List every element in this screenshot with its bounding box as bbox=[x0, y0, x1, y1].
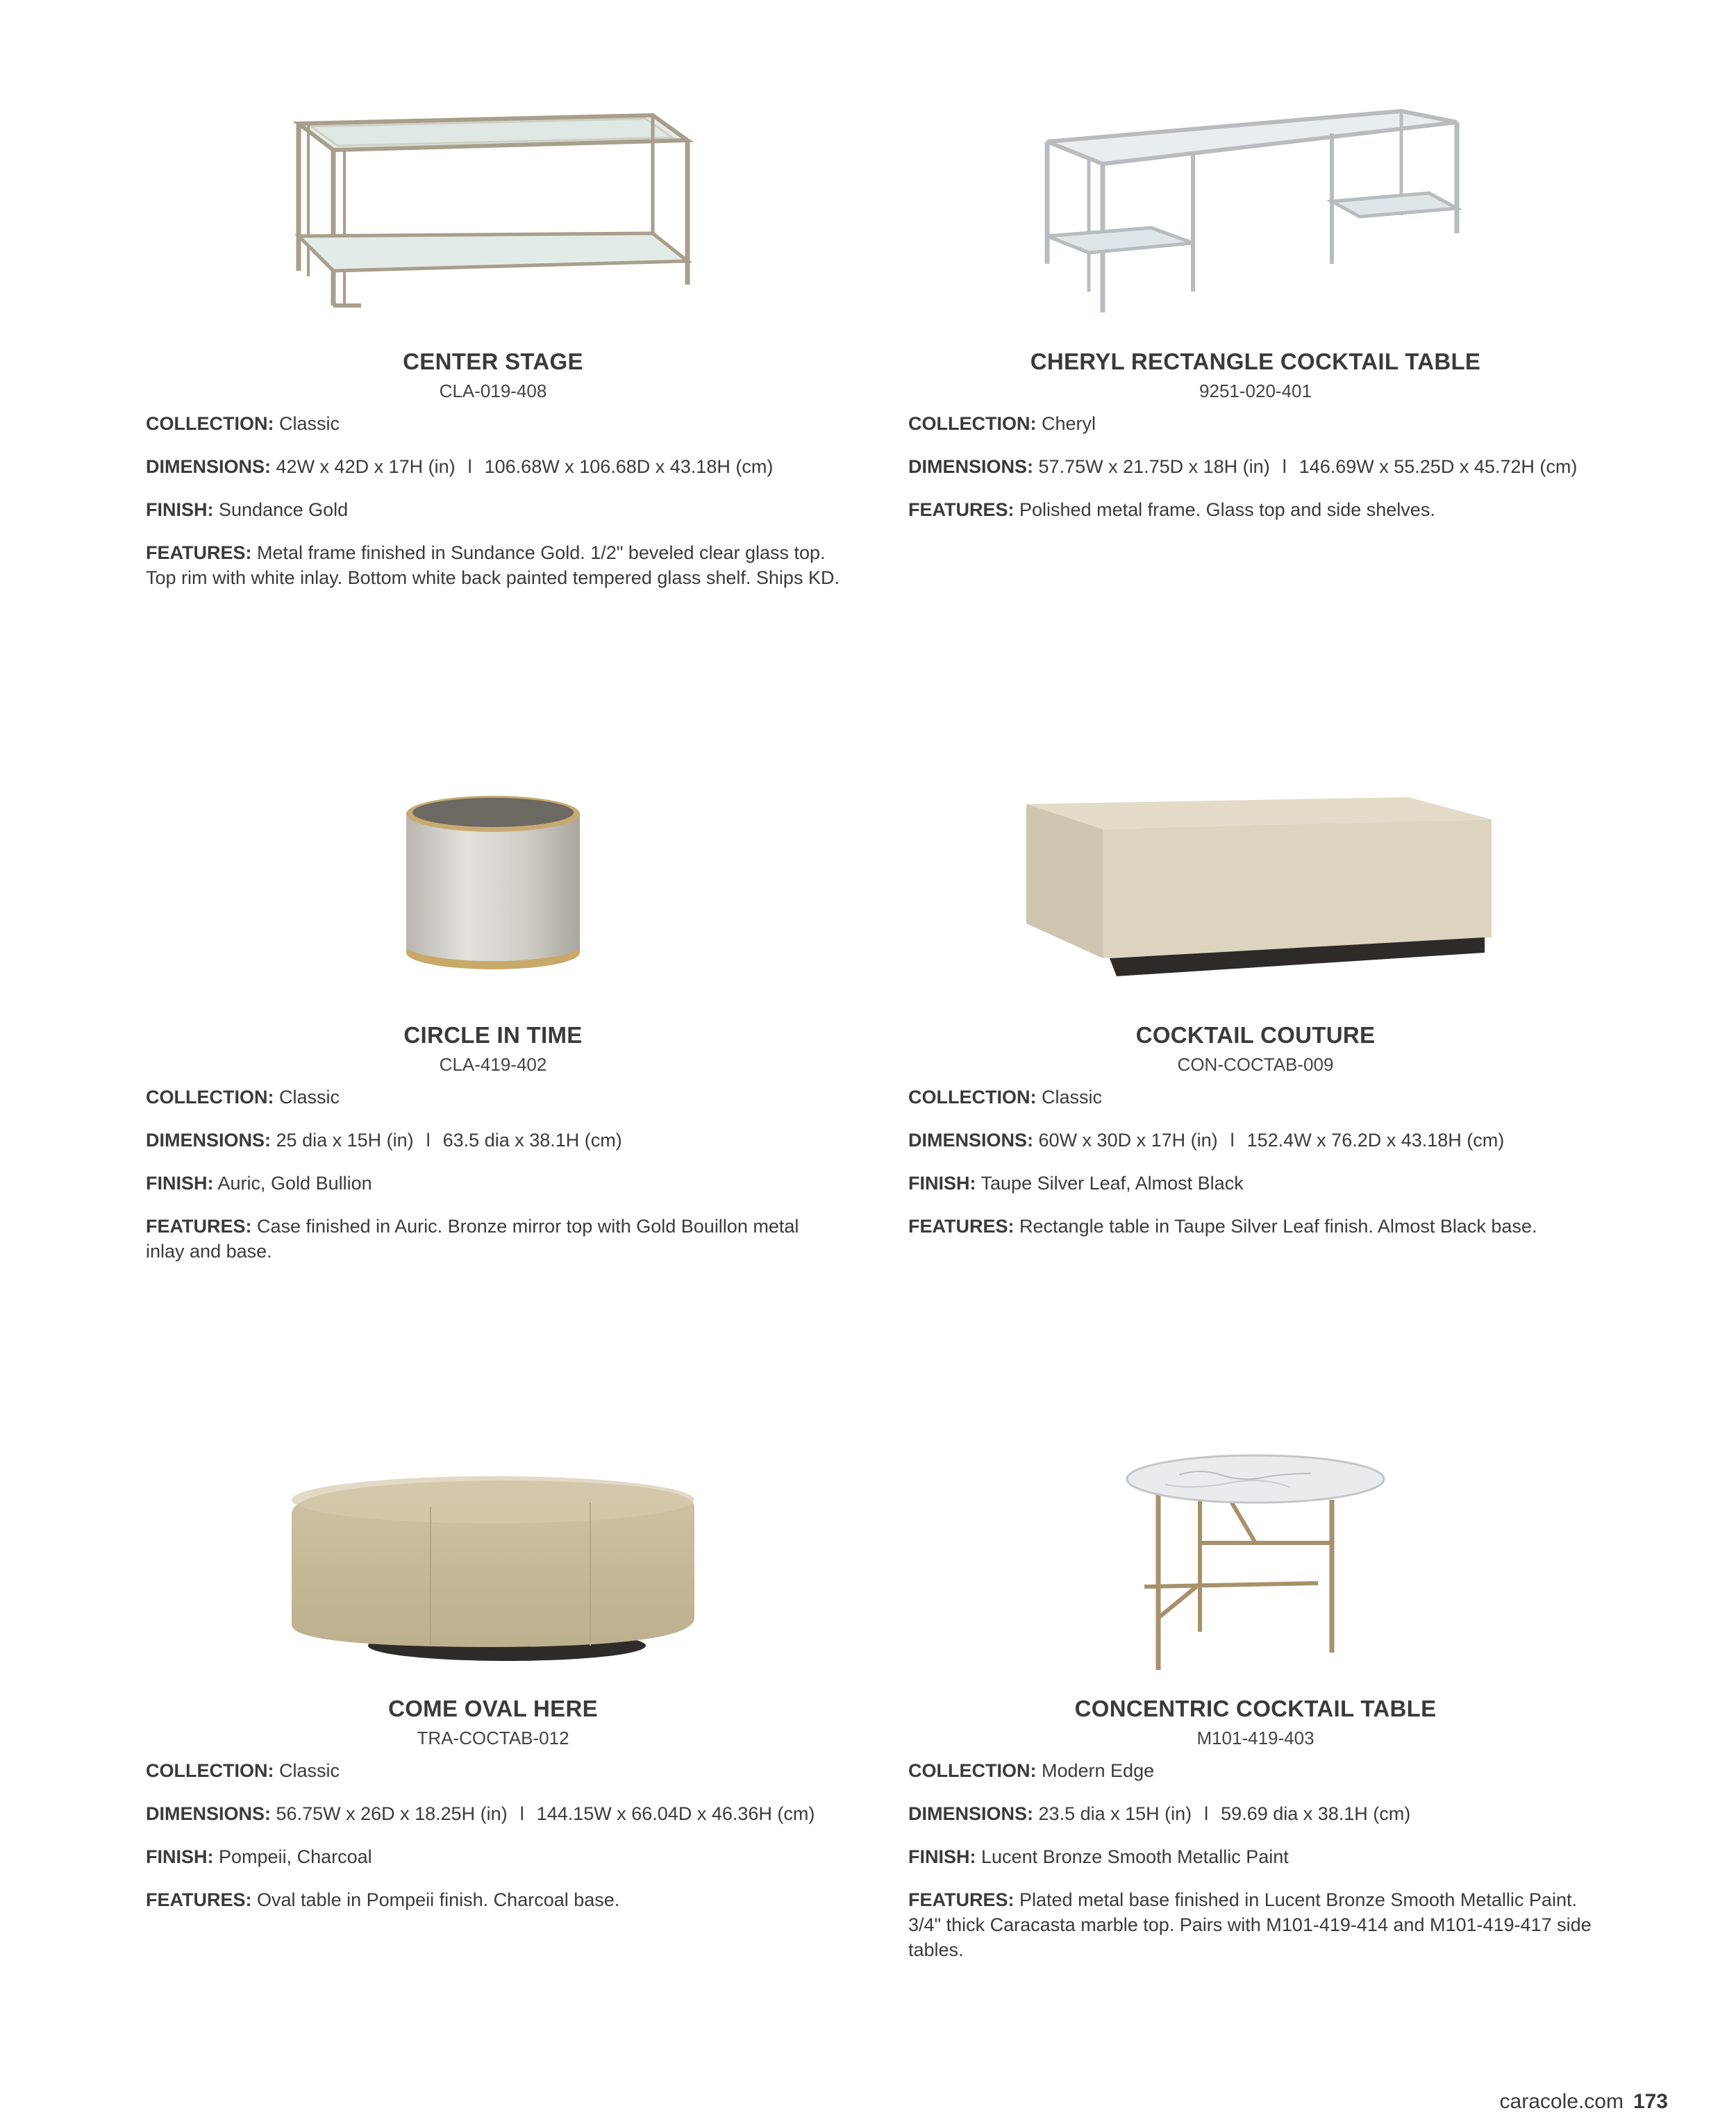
spec-value: Taupe Silver Leaf, Almost Black bbox=[980, 1173, 1244, 1194]
dimension-separator: l bbox=[1282, 456, 1287, 477]
dimensions-in: 57.75W x 21.75D x 18H (in) bbox=[1038, 456, 1270, 477]
dimensions-in: 60W x 30D x 17H (in) bbox=[1038, 1130, 1218, 1151]
product-code: CLA-419-402 bbox=[439, 1054, 547, 1075]
spec-label: FINISH: bbox=[908, 1173, 976, 1194]
spec-collection bbox=[908, 1085, 1603, 1110]
dimensions-cm: 152.4W x 76.2D x 43.18H (cm) bbox=[1246, 1130, 1505, 1151]
spec-collection bbox=[146, 411, 840, 436]
spec-label: DIMENSIONS: bbox=[908, 1803, 1034, 1824]
dimensions-in: 56.75W x 26D x 18.25H (in) bbox=[276, 1803, 508, 1824]
spec-label: FEATURES: bbox=[146, 1216, 252, 1237]
spec-collection bbox=[146, 1758, 840, 1783]
dimension-separator: l bbox=[426, 1130, 431, 1151]
spec-value: Pompeii, Charcoal bbox=[219, 1846, 372, 1867]
spec-label: COLLECTION: bbox=[146, 1760, 274, 1781]
product-specs bbox=[908, 411, 1603, 540]
product-image-center-stage bbox=[146, 97, 840, 326]
product-title: CONCENTRIC COCKTAIL TABLE bbox=[1074, 1696, 1437, 1721]
dimensions-cm: 106.68W x 106.68D x 43.18H (cm) bbox=[484, 456, 774, 477]
spec-label: COLLECTION: bbox=[908, 1760, 1037, 1781]
spec-finish bbox=[146, 497, 840, 522]
product-title: CENTER STAGE bbox=[403, 349, 583, 374]
spec-collection bbox=[146, 1085, 840, 1110]
dimensions-cm: 59.69 dia x 38.1H (cm) bbox=[1221, 1803, 1411, 1824]
product-code: CLA-019-408 bbox=[439, 381, 547, 401]
spec-value: Auric, Gold Bullion bbox=[217, 1173, 372, 1194]
spec-label: DIMENSIONS: bbox=[146, 1130, 272, 1151]
product-code: CON-COCTAB-009 bbox=[1177, 1054, 1334, 1075]
product-title: COCKTAIL COUTURE bbox=[1135, 1022, 1376, 1048]
spec-features bbox=[908, 1887, 1603, 1962]
spec-label: FINISH: bbox=[146, 1846, 214, 1867]
spec-features bbox=[908, 497, 1603, 522]
product-code: M101-419-403 bbox=[1196, 1728, 1314, 1748]
spec-label: FINISH: bbox=[146, 499, 214, 520]
spec-features bbox=[146, 1214, 840, 1264]
product-specs bbox=[908, 1758, 1603, 1980]
spec-label: FEATURES: bbox=[908, 1216, 1015, 1237]
spec-label: COLLECTION: bbox=[146, 1087, 274, 1108]
product-title: COME OVAL HERE bbox=[388, 1696, 598, 1721]
dimension-separator: l bbox=[1204, 1803, 1209, 1824]
spec-label: COLLECTION: bbox=[146, 413, 274, 434]
product-image-cocktail-couture bbox=[908, 771, 1603, 1000]
product-image-come-oval-here bbox=[146, 1444, 840, 1673]
spec-value: Plated metal base finished in Lucent Bronze Smooth Metallic Paint. 3/4" thick Caracasta marble top. Pairs with M101-419-414 and M101-419-417 side tables. bbox=[908, 1889, 1592, 1960]
spec-label: COLLECTION: bbox=[908, 413, 1037, 434]
spec-label: FEATURES: bbox=[908, 499, 1015, 520]
spec-label: DIMENSIONS: bbox=[908, 456, 1034, 477]
page-footer bbox=[1500, 2090, 1668, 2114]
spec-features bbox=[146, 1887, 840, 1912]
spec-features bbox=[146, 540, 840, 590]
spec-label: FINISH: bbox=[146, 1173, 214, 1194]
spec-label: FINISH: bbox=[908, 1846, 976, 1867]
spec-label: DIMENSIONS: bbox=[908, 1130, 1034, 1151]
spec-label: DIMENSIONS: bbox=[146, 456, 272, 477]
spec-value: Classic bbox=[279, 413, 340, 434]
spec-collection bbox=[908, 1758, 1603, 1783]
spec-value: Metal frame finished in Sundance Gold. 1/2" beveled clear glass top. Top rim with white inlay. Bottom white back painted tempered glass shelf. Ships KD. bbox=[146, 542, 840, 588]
product-specs bbox=[908, 1085, 1603, 1257]
page-number: 173 bbox=[1633, 2090, 1668, 2113]
spec-value: Classic bbox=[1042, 1087, 1103, 1108]
dimensions-in: 23.5 dia x 15H (in) bbox=[1038, 1803, 1192, 1824]
spec-features bbox=[908, 1214, 1603, 1239]
product-specs bbox=[146, 411, 840, 608]
product-image-circle-in-time bbox=[146, 771, 840, 1000]
spec-dimensions bbox=[908, 1801, 1603, 1826]
dimensions-cm: 63.5 dia x 38.1H (cm) bbox=[442, 1130, 622, 1151]
spec-label: FEATURES: bbox=[146, 542, 252, 563]
spec-finish bbox=[908, 1171, 1603, 1196]
product-image-cheryl bbox=[908, 97, 1603, 326]
product-image-concentric bbox=[908, 1444, 1603, 1673]
product-title: CIRCLE IN TIME bbox=[403, 1022, 583, 1048]
product-specs bbox=[146, 1085, 840, 1282]
spec-value: Classic bbox=[279, 1760, 340, 1781]
spec-label: FEATURES: bbox=[146, 1889, 252, 1910]
spec-dimensions bbox=[146, 1801, 840, 1826]
spec-finish bbox=[146, 1171, 840, 1196]
spec-dimensions bbox=[146, 454, 840, 479]
product-code: 9251-020-401 bbox=[1199, 381, 1312, 401]
spec-value: Classic bbox=[279, 1087, 340, 1108]
footer-site-link[interactable]: caracole.com bbox=[1499, 2090, 1624, 2113]
dimensions-cm: 146.69W x 55.25D x 45.72H (cm) bbox=[1299, 456, 1578, 477]
product-specs bbox=[146, 1758, 840, 1930]
dimension-separator: l bbox=[519, 1803, 524, 1824]
spec-dimensions bbox=[908, 1128, 1603, 1153]
spec-value: Oval table in Pompeii finish. Charcoal base. bbox=[257, 1889, 620, 1910]
dimension-separator: l bbox=[1230, 1130, 1235, 1151]
spec-collection bbox=[908, 411, 1603, 436]
spec-value: Lucent Bronze Smooth Metallic Paint bbox=[981, 1846, 1289, 1867]
spec-label: COLLECTION: bbox=[908, 1087, 1037, 1108]
spec-value: Modern Edge bbox=[1042, 1760, 1155, 1781]
spec-label: FEATURES: bbox=[908, 1889, 1015, 1910]
dimensions-cm: 144.15W x 66.04D x 46.36H (cm) bbox=[536, 1803, 815, 1824]
spec-value: Rectangle table in Taupe Silver Leaf finish. Almost Black base. bbox=[1019, 1216, 1537, 1237]
spec-finish bbox=[146, 1844, 840, 1869]
spec-value: Polished metal frame. Glass top and side shelves. bbox=[1019, 499, 1435, 520]
spec-value: Sundance Gold bbox=[219, 499, 349, 520]
product-code: TRA-COCTAB-012 bbox=[417, 1728, 569, 1748]
dimension-separator: l bbox=[467, 456, 472, 477]
spec-dimensions bbox=[146, 1128, 840, 1153]
dimensions-in: 42W x 42D x 17H (in) bbox=[276, 456, 456, 477]
spec-value: Cheryl bbox=[1042, 413, 1096, 434]
product-title: CHERYL RECTANGLE COCKTAIL TABLE bbox=[1030, 349, 1481, 374]
spec-finish bbox=[908, 1844, 1603, 1869]
spec-label: DIMENSIONS: bbox=[146, 1803, 272, 1824]
spec-value: Case finished in Auric. Bronze mirror top with Gold Bouillon metal inlay and base. bbox=[146, 1216, 799, 1262]
spec-dimensions bbox=[908, 454, 1603, 479]
dimensions-in: 25 dia x 15H (in) bbox=[276, 1130, 414, 1151]
